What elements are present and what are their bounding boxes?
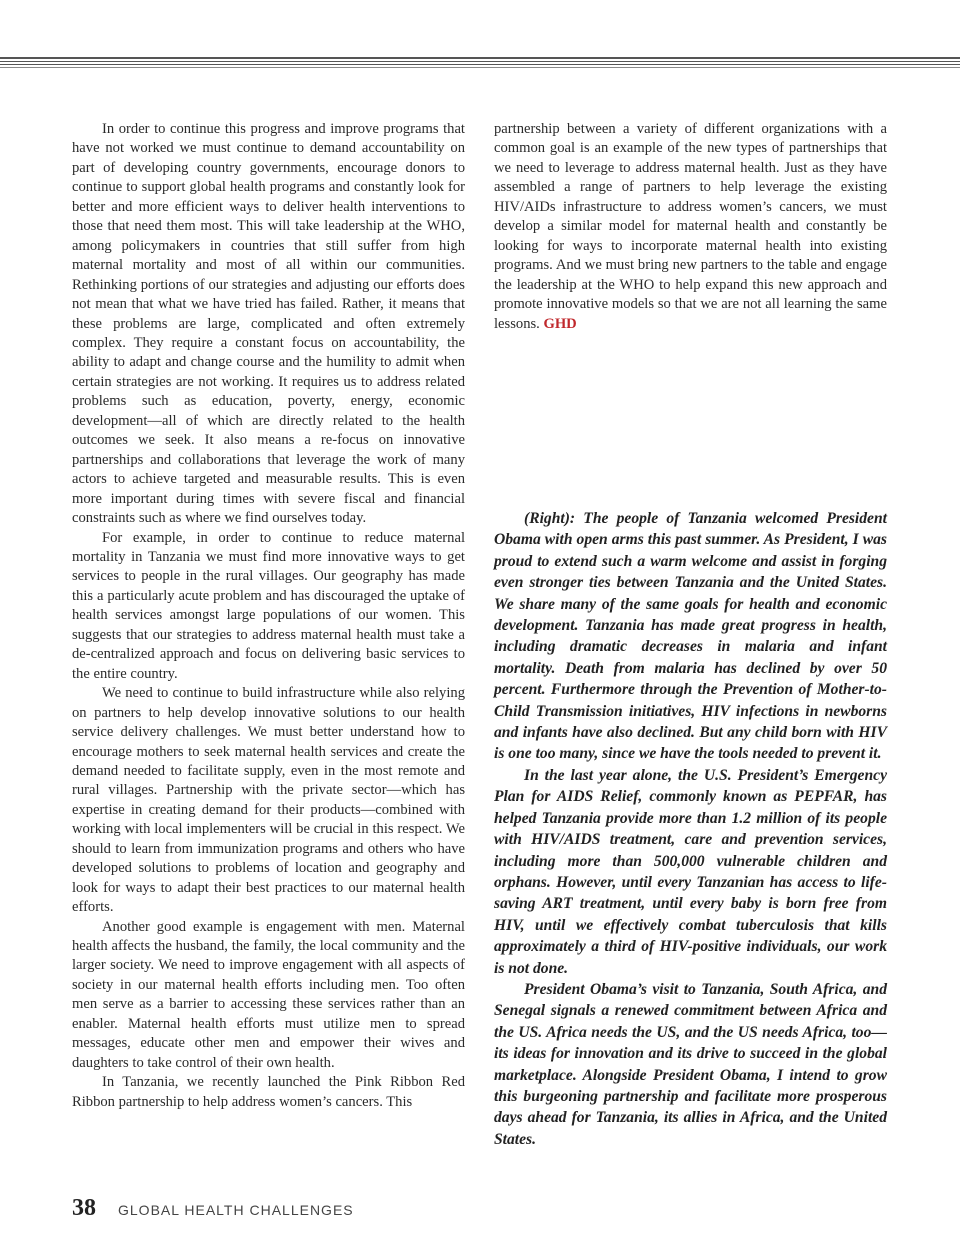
left-column: [72, 120, 465, 1112]
body-paragraph: [494, 120, 887, 334]
body-paragraph: We need to continue to build infrastructure while also relying on partners to help develop innovative solutions to our health service delivery challenges. We must better understand how to encourage mothers to seek maternal health services and create the demand needed to facilitate supply, even in the most remote and rural villages. Partnership with the private sector—which has expertise in creating demand for their products—combined with working with local implementers will be crucial in this respect. We should to learn from immunization programs and others who have developed solutions to problems of location and geography and look for ways to adapt their best practices to our maternal health efforts.: [72, 685, 465, 916]
photo-caption: [494, 508, 887, 1150]
continued-text: partnership between a variety of different organizations with a common goal is an example of the new types of partnerships that we need to leverage to address maternal health. Just as they have assembled a range of partners to help leverage the existing HIV/AIDs infrastructure to address women’s cancers, we must develop a similar model for maternal health and constantly be looking for ways to incorporate maternal health into existing programs. And we must bring new partners to the table and engage the leadership at the WHO to help expand this new approach and promote innovative models so that we are not all learning the same lessons.: [494, 121, 887, 332]
body-paragraph: For example, in order to continue to reduce maternal mortality in Tanzania we must find more innovative ways to get services to people in the rural villages. Our geography has made this a particularly acute problem and has discouraged the uptake of health services amongst large populations of our women. This suggests that our strategies to address maternal health must take a de-centralized approach and focus on delivering basic services to the entire country.: [72, 529, 465, 682]
end-mark: GHD: [543, 315, 577, 332]
caption-paragraph: President Obama’s visit to Tanzania, South Africa, and Senegal signals a renewed commitment between Africa and the US. Africa needs the US, and the US needs Africa, too—its ideas for innovation and its drive to succeed in the global marketplace. Alongside President Obama, I intend to grow this burgeoning partnership and facilitate more prosperous days ahead for Tanzania, its allies in Africa, and the United States.: [494, 980, 887, 1148]
body-paragraph: In Tanzania, we recently launched the Pink Ribbon Red Ribbon partnership to help address women’s cancers. This: [72, 1074, 465, 1110]
page-number: 38: [72, 1195, 96, 1221]
publication-title: GLOBAL HEALTH CHALLENGES: [118, 1202, 354, 1218]
header-rule: [0, 67, 960, 68]
page-footer: [72, 1195, 354, 1222]
body-paragraph: In order to continue this progress and improve programs that have not worked we must continue to demand accountability on part of developing country governments, encourage donors to continue to support global health programs and constantly look for better and more efficient ways to deliver health interventions to those that need them most. This will take leadership at the WHO, among policymakers in countries that still suffer from high maternal mortality and most of all within our communities. Rethinking portions of our strategies and adjusting our efforts does not mean that what we have tried has failed. Rather, it means that these problems are large, complicated and often extremely complex. They require a constant focus on accountability, the ability to adapt and change course and the humility to admit when certain strategies are not working. It requires us to address related problems such as education, poverty, energy, economic development—all of which are directly related to the health outcomes we seek. It also means a re-focus on innovative partnerships and collaborations that leverage the work of many actors to achieve targeted and measurable results. This is even more important during times with severe fiscal and financial constraints such as where we find ourselves today.: [72, 121, 465, 527]
caption-paragraph: In the last year alone, the U.S. President’s Emergency Plan for AIDS Relief, commonly known as PEPFAR, has helped Tanzania provide more than 1.2 million of its people with HIV/AIDS treatment, care and prevention services, including more than 500,000 vulnerable children and orphans. However, until every Tanzanian has access to life-saving ART treatment, until every baby is born free from HIV, until we effectively combat tuberculosis that kills approximately a third of HIV-positive individuals, our work is not done.: [494, 766, 887, 977]
caption-paragraph: (Right): The people of Tanzania welcomed President Obama with open arms this past summer. As President, I was proud to extend such a warm welcome and assist in forging even stronger ties between Tanzania and the United States. We share many of the same goals for health and economic development. Tanzania has made great progress in health, including dramatic decreases in malaria and infant mortality. Death from malaria has declined by over 50 percent. Furthermore through the Prevention of Mother-to-Child Transmission initiatives, HIV infections in newborns and infants have also declined. But any child born with HIV is one too many, since we have the tools needed to prevent it.: [494, 510, 887, 763]
header-rule: [0, 61, 960, 62]
header-rule: [0, 57, 960, 59]
body-paragraph: Another good example is engagement with men. Maternal health affects the husband, the family, the local community and the larger society. We need to improve engagement with all aspects of society in our maternal health efforts including men. Too often men serve as a barrier to accessing these services rather than an enabler. Maternal health efforts must utilize men to spread messages, educate other men and empower their wives and daughters to take control of their own health.: [72, 918, 465, 1071]
header-rule: [0, 64, 960, 65]
right-column: [494, 120, 887, 334]
